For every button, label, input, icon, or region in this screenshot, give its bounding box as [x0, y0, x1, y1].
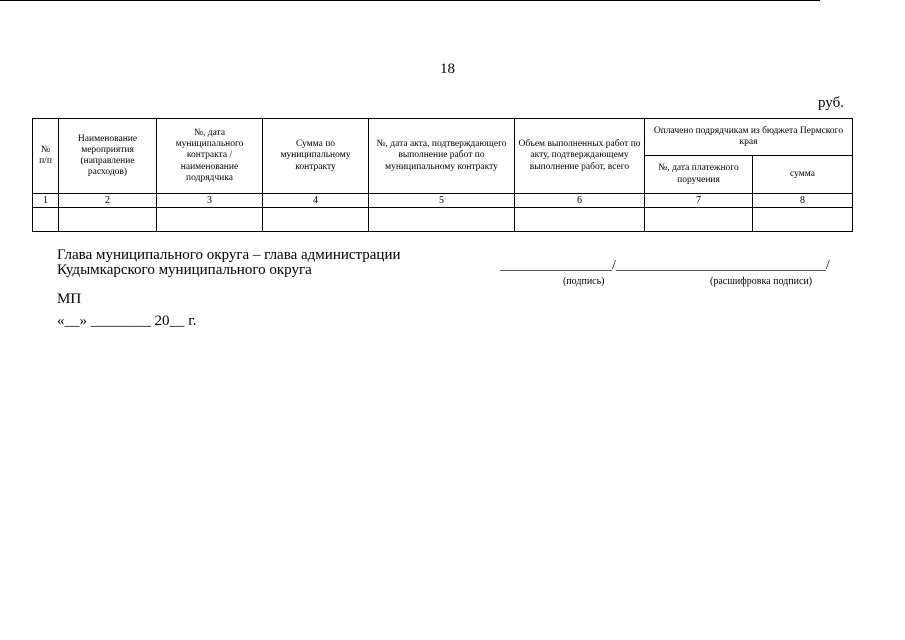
header-payment-order: №, дата платежного поручения — [645, 156, 753, 194]
header-amount: сумма — [753, 156, 853, 194]
column-number: 7 — [645, 194, 753, 208]
header-row — [33, 119, 853, 156]
currency-unit: руб. — [818, 95, 844, 111]
page-number: 18 — [440, 61, 455, 77]
table-cell — [369, 208, 515, 232]
table-cell — [33, 208, 59, 232]
header-paid-group: Оплачено подрядчикам из бюджета Пермского края — [645, 119, 853, 156]
signer-title-line: Глава муниципального округа – глава администрации — [57, 247, 401, 263]
table-cell — [753, 208, 853, 232]
column-number-row — [33, 194, 853, 208]
column-number: 2 — [59, 194, 157, 208]
column-number: 1 — [33, 194, 59, 208]
header-act: №, дата акта, подтверждающего выполнение работ по муниципальному контракту — [369, 119, 515, 194]
signer-title-line: Кудымкарского муниципального округа — [57, 262, 312, 279]
header-event-name: Наименование мероприятия (направление расходов) — [59, 119, 157, 194]
header-contract-sum: Сумма по муниципальному контракту — [263, 119, 369, 194]
decoding-caption: (расшифровка подписи) — [710, 276, 813, 287]
table-row — [33, 208, 853, 232]
column-number: 5 — [369, 194, 515, 208]
column-number: 8 — [753, 194, 853, 208]
column-number: 6 — [515, 194, 645, 208]
report-table — [32, 118, 853, 232]
table-cell — [645, 208, 753, 232]
signature-line: ________________/______________________________/ — [500, 258, 830, 273]
date-line: «__» ________ 20__ г. — [57, 313, 197, 329]
table-cell — [59, 208, 157, 232]
header-contract: №, дата муниципального контракта / наименование подрядчика — [157, 119, 263, 194]
stamp-label: МП — [57, 291, 82, 307]
table-cell — [157, 208, 263, 232]
signer-title — [57, 248, 401, 279]
column-number: 4 — [263, 194, 369, 208]
top-rule — [0, 0, 820, 1]
column-number: 3 — [157, 194, 263, 208]
signature-caption: (подпись) — [563, 276, 605, 287]
table-cell — [263, 208, 369, 232]
table-cell — [515, 208, 645, 232]
header-work-volume: Объем выполненных работ по акту, подтверждающему выполнение работ, всего — [515, 119, 645, 194]
header-num: № п/п — [33, 119, 59, 194]
